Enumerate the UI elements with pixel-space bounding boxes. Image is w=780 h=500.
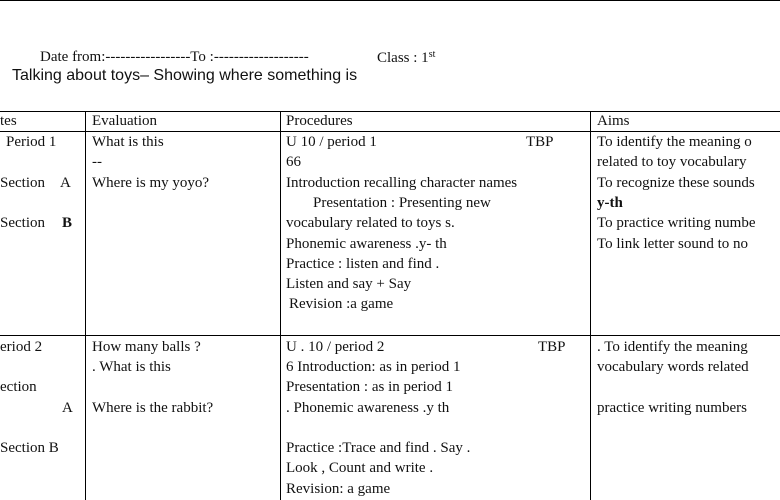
r1-aims-2: related to toy vocabulary	[597, 154, 747, 170]
class-label	[377, 49, 435, 67]
r1-section-b	[0, 213, 72, 233]
r1-proc-7: Practice : listen and find .	[286, 256, 440, 272]
r2-proc-6: Look , Count and write .	[286, 460, 434, 476]
r2-proc-2: 6 Introduction: as in period 1	[286, 359, 461, 375]
col-header-dates: tes	[0, 113, 17, 129]
r1-proc-6: Phonemic awareness .y- th	[286, 236, 447, 252]
r2-period: eriod 2	[0, 339, 43, 355]
r2-proc-1-tbp: TBP	[538, 339, 566, 355]
r2-eval-2: . What is this	[92, 359, 171, 375]
r1-section-a-letter: A	[60, 175, 71, 191]
lesson-subtitle: Talking about toys– Showing where something is	[12, 67, 358, 84]
r1-proc-3: Introduction recalling character names	[286, 175, 518, 191]
col-header-evaluation: Evaluation	[92, 113, 157, 129]
r2-proc-1: U . 10 / period 2	[286, 339, 385, 355]
col-header-aims: Aims	[597, 113, 630, 129]
r2-proc-5: Practice :Trace and find . Say .	[286, 440, 471, 456]
r1-aims-1: To identify the meaning o	[597, 134, 752, 150]
class-label-sup: st	[428, 49, 436, 60]
r1-eval-1: What is this	[92, 134, 164, 150]
r1-aims-6: To link letter sound to no	[597, 236, 749, 252]
r1-section-a	[0, 173, 71, 193]
col-divider-2	[280, 111, 281, 500]
r1-period: Period 1	[6, 134, 57, 150]
col-divider-1	[85, 111, 86, 500]
r2-aims-3: practice writing numbers	[597, 400, 747, 416]
r1-aims-4: y-th	[597, 195, 623, 211]
r2-aims-2: vocabulary words related	[597, 359, 749, 375]
col-divider-3	[590, 111, 591, 500]
r1-proc-9: Revision :a game	[289, 296, 394, 312]
r1-proc-5: vocabulary related to toys s.	[286, 215, 455, 231]
r2-proc-3: Presentation : as in period 1	[286, 379, 454, 395]
r1-section-b-letter: B	[62, 215, 73, 231]
r2-section-a-letter: A	[62, 400, 73, 416]
r1-section-a-word: Section	[0, 175, 45, 191]
r1-aims-3: To recognize these sounds	[597, 175, 755, 191]
r1-proc-4: Presentation : Presenting new	[313, 195, 491, 211]
r2-section-b: Section B	[0, 440, 59, 456]
r1-proc-1-tbp: TBP	[526, 134, 554, 150]
r1-section-b-word: Section	[0, 215, 45, 231]
r1-proc-1: U 10 / period 1	[286, 134, 377, 150]
date-line: Date from:-----------------To :-------------------	[40, 49, 309, 65]
r2-eval-1: How many balls ?	[92, 339, 201, 355]
row-divider	[0, 335, 780, 336]
class-label-text: Class : 1	[377, 50, 429, 66]
r2-eval-3: Where is the rabbit?	[92, 400, 214, 416]
r1-proc-2: 66	[286, 154, 301, 170]
r1-aims-5: To practice writing numbe	[597, 215, 756, 231]
r1-eval-3: Where is my yoyo?	[92, 175, 210, 191]
r2-proc-4: . Phonemic awareness .y th	[286, 400, 450, 416]
r1-proc-8: Listen and say + Say	[286, 276, 412, 292]
r1-eval-2: --	[92, 154, 102, 170]
top-rule	[0, 0, 780, 1]
r2-section: ection	[0, 379, 37, 395]
col-header-procedures: Procedures	[286, 113, 353, 129]
r2-proc-7: Revision: a game	[286, 481, 391, 497]
r2-aims-1: . To identify the meaning	[597, 339, 748, 355]
